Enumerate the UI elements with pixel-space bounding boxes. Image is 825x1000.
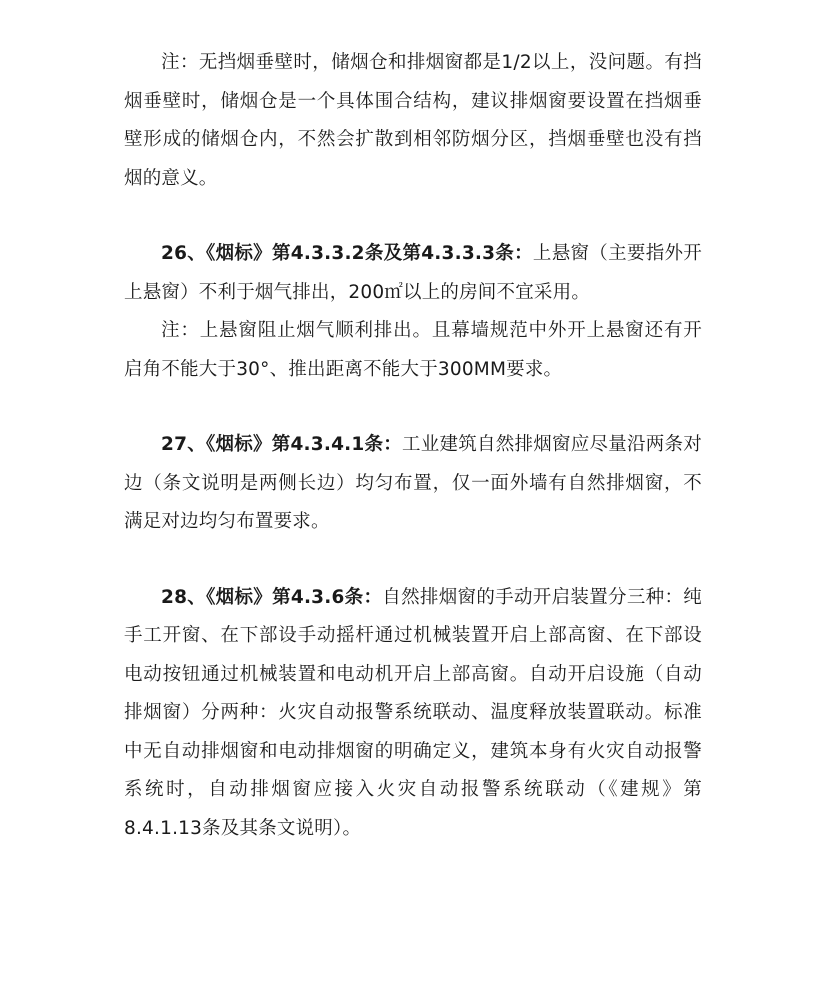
note-paragraph-25 <box>124 44 702 198</box>
clause-26 <box>124 235 702 312</box>
clause-28-heading: 28、《烟标》第4.3.6条： <box>161 586 383 608</box>
clause-27 <box>124 426 702 542</box>
clause-26-heading: 26、《烟标》第4.3.3.2条及第4.3.3.3条： <box>161 243 533 264</box>
clause-26-note: 注：上悬窗阻止烟气顺利排出。且幕墙规范中外开上悬窗还有开启角不能大于30°、推出距离不能大于300MM要求。 <box>124 320 702 380</box>
document-page <box>124 44 702 848</box>
clause-28 <box>124 579 702 849</box>
note-text: 注：无挡烟垂壁时，储烟仓和排烟窗都是1/2以上，没问题。有挡烟垂壁时，储烟仓是一个具体围合结构，建议排烟窗要设置在挡烟垂壁形成的储烟仓内，不然会扩散到相邻防烟分区，挡烟垂壁也没有挡烟的意义。 <box>124 52 702 189</box>
clause-27-body: 工业建筑自然排烟窗应尽量沿两条对边（条文说明是两侧长边）均匀布置，仅一面外墙有自然排烟窗，不满足对边均匀布置要求。 <box>124 434 702 532</box>
note-paragraph-26 <box>124 312 702 389</box>
clause-28-body: 自然排烟窗的手动开启装置分三种：纯手工开窗、在下部设手动摇杆通过机械装置开启上部高窗、在下部设电动按钮通过机械装置和电动机开启上部高窗。自动开启设施（自动排烟窗）分两种：火灾自动报警系统联动、温度释放装置联动。标准中无自动排烟窗和电动排烟窗的明确定义，建筑本身有火灾自动报警系统时，自动排烟窗应接入火灾自动报警系统联动（《建规》第8.4.1.13条及其条文说明）。 <box>124 586 702 839</box>
clause-26-body: 上悬窗（主要指外开上悬窗）不利于烟气排出，200㎡以上的房间不宜采用。 <box>124 243 702 303</box>
clause-27-heading: 27、《烟标》第4.3.4.1条： <box>161 434 402 455</box>
